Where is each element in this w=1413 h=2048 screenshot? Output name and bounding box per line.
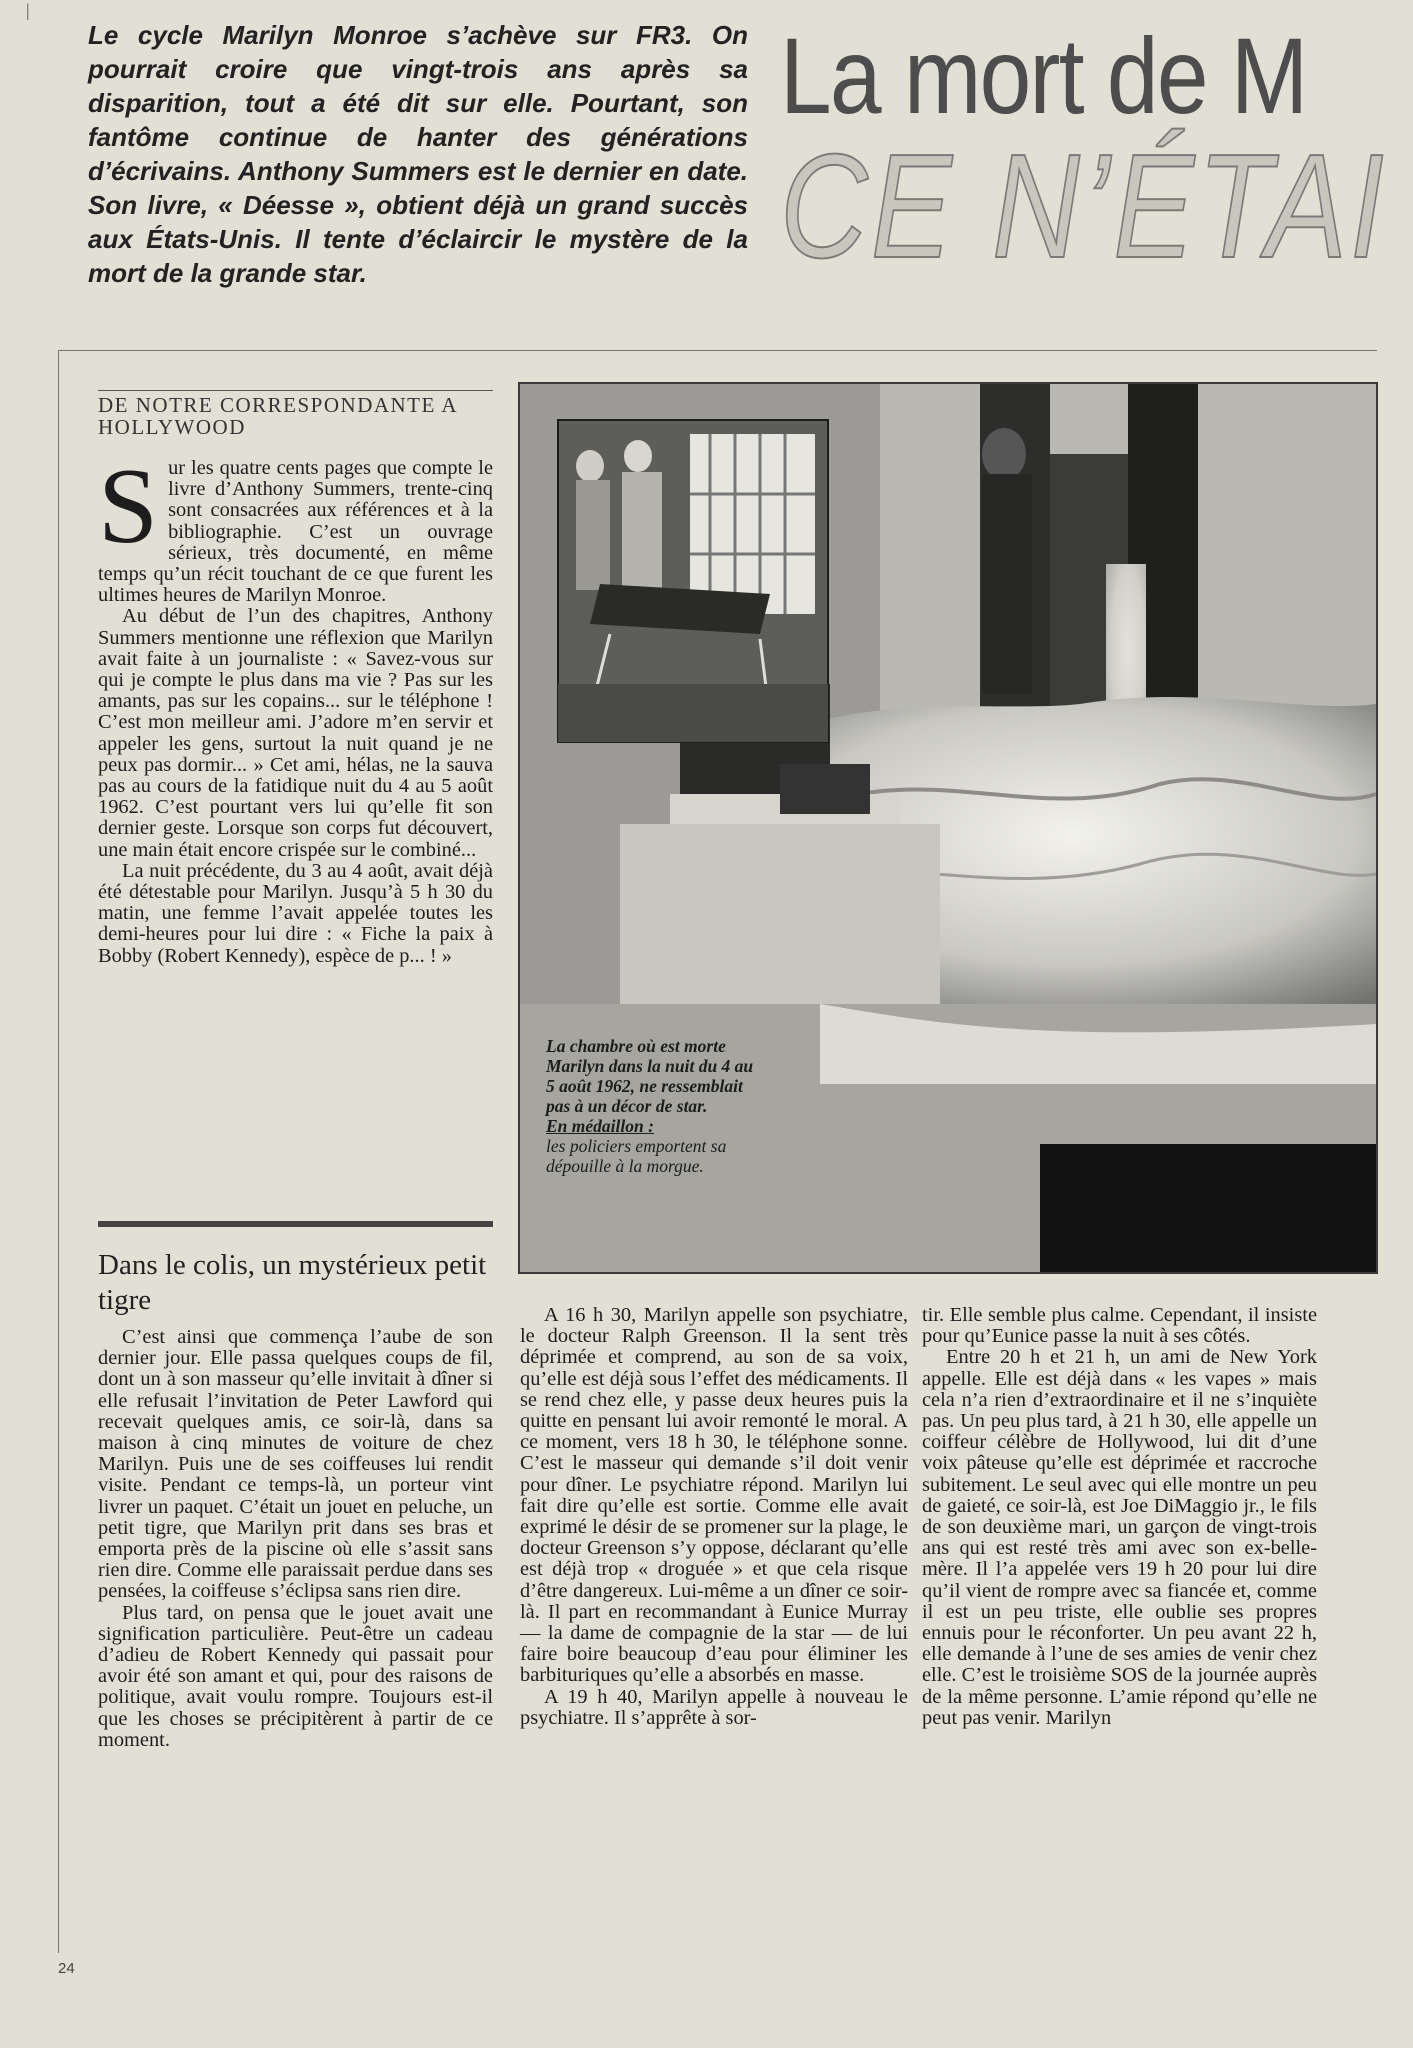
intro-paragraph: Le cycle Marilyn Monroe s’achève sur FR3. On pourrait croire que vingt-trois ans après sa disparition, tout a été dit sur elle. Pourtant, son fantôme continue de hanter des générations d’écrivains. Anthony Summers est le dernier en date. Son livre, « Déesse », obtient déjà un grand succès aux États-Unis. Il tente d’éclaircir le mystère de la mort de la grande star.	[88, 20, 748, 288]
bedroom-photo	[518, 382, 1378, 1274]
drop-cap: S	[98, 447, 159, 566]
photo-caption	[546, 1036, 766, 1176]
paragraph: A 16 h 30, Marilyn appelle son psychiatre, le docteur Ralph Greenson. Il la sent très déprimée et comprend, au son de sa voix, qu’elle est déjà sous l’effet des médicaments. Il se rend chez elle, y passe deux heures puis la quitte en pensant lui avoir remonté le moral. A ce moment, vers 18 h 30, le téléphone sonne. C’est le masseur qui demande s’il doit venir pour dîner. Le psychiatre répond. Marilyn lui fait dire qu’elle est sortie. Comme elle avait exprimé le désir de se promener sur la plage, le docteur Greenson s’y oppose, déclarant qu’elle est déjà trop « droguée » et que cela risque d’être dangereux. Lui-même a un dîner ce soir-là. Il part en recommandant à Eunice Murray — la dame de compagnie de la star — de lui faire boire beaucoup d’eau pour éliminer les barbituriques qu’elle a absorbés en masse.	[520, 1304, 908, 1687]
paragraph	[98, 447, 493, 607]
column-1-continued	[98, 1327, 493, 1751]
section-rule	[98, 1221, 493, 1227]
headline-line-1: La mort de M	[780, 20, 1307, 136]
paragraph: La nuit précédente, du 3 au 4 août, avait déjà été détestable pour Marilyn. Jusqu’à 5 h 30 du matin, une femme l’avait appelée toutes les demi-heures pour lui dire : « Fiche la paix à Bobby (Robert Kennedy), espèce de p... ! »	[98, 859, 493, 967]
headline	[780, 20, 1413, 340]
paragraph: Entre 20 h et 21 h, un ami de New York appelle. Elle est déjà dans « les vapes » mais cela n’a rien d’extraordinaire et il ne s’inquiète pas. Un peu plus tard, à 21 h 30, elle appelle un coiffeur célèbre de Hollywood, lui dit d’une voix pâteuse qu’elle est déprimée et raccroche subitement. Le seul avec qui elle montre un peu de gaieté, ce soir-là, est Joe DiMaggio jr., le fils de son deuxième mari, un garçon de vingt-trois ans qui est resté très ami avec son ex-belle-mère. Il l’a appelée vers 19 h 20 pour lui dire qu’il vient de rompre avec sa fiancée et, comme il est un peu triste, elle oublie ses propres ennuis pour le réconforter. Un peu avant 22 h, elle demande à l’une de ses amies de venir chez elle. C’est le troisième SOS de la journée auprès de la même personne. L’amie répond qu’elle ne peut pas venir. Marilyn	[922, 1346, 1317, 1729]
caption-main: La chambre où est morte Marilyn dans la nuit du 4 au 5 août 1962, ne ressemblait pas à un décor de star.	[546, 1036, 754, 1116]
paragraph: A 19 h 40, Marilyn appelle à nouveau le psychiatre. Il s’apprête à sor-	[520, 1685, 908, 1729]
paragraph: Au début de l’un des chapitres, Anthony Summers mentionne une réflexion que Marilyn avait faite à un journaliste : « Savez-vous sur qui je compte le plus dans ma vie ? Pas sur les amants, pas sur les copains... sur le téléphone ! C’est mon meilleur ami. J’adore m’en servir et appeler les gens, surtout la nuit quand je ne peux pas dormir... » Cet ami, hélas, ne la sauva pas au cours de la fatidique nuit du 4 au 5 août 1962. C’est pourtant vers lui qu’elle fit son dernier geste. Lorsque son corps fut découvert, une main était encore crispée sur le combiné...	[98, 605, 493, 861]
paragraph-text: ur les quatre cents pages que compte le livre d’Anthony Summers, trente-cinq sont consacrées aux références et à la bibliographie. C’est un ouvrage sérieux, très documenté, en même temps qu’un récit touchant de ce que furent les ultimes heures de Marilyn Monroe.	[98, 457, 493, 607]
byline: DE NOTRE CORRESPONDANTE A HOLLYWOOD	[98, 390, 493, 438]
caption-sub: les policiers emportent sa dépouille à la morgue.	[546, 1136, 727, 1176]
paragraph: C’est ainsi que commença l’aube de son dernier jour. Elle passa quelques coups de fil, dont un à son masseur qu’elle invitait à dîner si elle refusait l’invitation de Peter Lawford qui recevait quelques amis, ce soir-là, dans sa maison à cinq minutes de voiture de chez Marilyn. Puis une de ses coiffeuses lui rendit visite. Pendant ce temps-là, un porteur vint livrer un paquet. C’était un jouet en peluche, un petit tigre, que Marilyn prit dans ses bras et emporta près de la piscine où elle s’assit sans rien dire. Comme elle paraissait perdue dans ses pensées, la coiffeuse s’éclipsa sans rien dire.	[98, 1326, 493, 1603]
corner-mark: |	[26, 0, 30, 20]
column-2	[520, 1305, 908, 1729]
page-number: 24	[58, 1960, 75, 1977]
paragraph: tir. Elle semble plus calme. Cependant, il insiste pour qu’Eunice passe la nuit à ses côtés.	[922, 1304, 1317, 1348]
headline-line-2: CE N’ÉTAI	[780, 124, 1388, 289]
subheading: Dans le colis, un mystérieux petit tigre	[98, 1249, 487, 1316]
paragraph: Plus tard, on pensa que le jouet avait une signification particulière. Peut-être un cadeau d’adieu de Robert Kennedy qui passait pour avoir été son amant et qui, pour des raisons de politique, avait voulu rompre. Toujours est-il que les choses se précipitèrent à partir de ce moment.	[98, 1601, 493, 1751]
column-1	[98, 447, 493, 967]
caption-label: En médaillon :	[546, 1116, 654, 1136]
column-3	[922, 1305, 1317, 1729]
